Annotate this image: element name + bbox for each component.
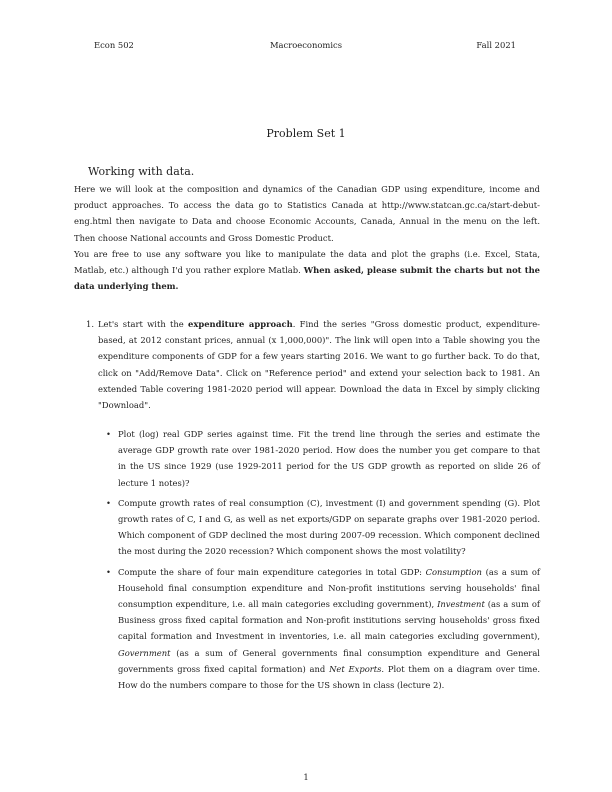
task-3-text-b: (as a sum of Household final consumption expenditure and Non-profit institutions serving households' final consumption expenditure, i.e. all main categories excluding government), xyxy=(118,566,540,610)
page-number: 1 xyxy=(303,772,309,782)
list-item xyxy=(106,426,540,491)
task-3-text-c: (as a sum of Business gross fixed capital formation and Non-profit institutions serving households' gross fixed capital formation and Investment in inventories, i.e. all main categories excluding government), xyxy=(118,599,540,642)
task-3-text-d: (as a sum of General governments final consumption expenditure and General governments gross fixed capital formation) and xyxy=(118,647,540,674)
term-consumption: Consumption xyxy=(425,566,482,577)
question-1 xyxy=(74,316,540,413)
header-term: Fall 2021 xyxy=(476,40,516,50)
q1-text-b: . Find the series "Gross domestic product, expenditure-based, at 2012 constant prices, annual (x 1,000,000)". The link will open into a Table showing you the expenditure components of GDP for a few years starting 2016. We want to go further back. To do that, click on "Add/Remove Data". Click on "Reference period" and extend your selection back to 1981. An extended Table covering 1981-2020 period will appear. Download the data in Excel by simply clicking "Download". xyxy=(98,319,540,411)
question-number: 1. xyxy=(86,319,94,329)
section-heading: Working with data. xyxy=(88,165,195,178)
bullet-icon: • xyxy=(106,429,111,439)
bullet-icon: • xyxy=(106,566,111,577)
task-list xyxy=(106,426,540,697)
intro-p2-bold: When asked, please submit the charts but not the data underlying them. xyxy=(74,265,540,292)
header-subject: Macroeconomics xyxy=(269,40,343,50)
q1-text-bold: expenditure approach xyxy=(188,319,293,329)
intro-paragraph-1: Here we will look at the composition and dynamics of the Canadian GDP using expenditure, income and product approaches. To access the data go to Statistics Canada at http://www.statcan.gc.ca/start-debut-eng.html then navigate to Data and choose Economic Accounts, Canada, Annual in the menu on the left. Then choose National accounts and Gross Domestic Product. xyxy=(74,184,540,243)
page-title: Problem Set 1 xyxy=(266,127,346,140)
list-item xyxy=(106,495,540,560)
q1-text-a: Let's start with the xyxy=(98,319,189,329)
task-3-text-e: . Plot them on a diagram over time. How do the numbers compare to those for the US shown in class (lecture 2). xyxy=(118,663,540,691)
task-1-text: Plot (log) real GDP series against time. Fit the trend line through the series and estimate the average GDP growth rate over 1981-2020 period. How does the number you get compare to that in the US since 1929 (use 1929-2011 period for the US GDP growth as reported on slide 26 of lecture 1 notes)? xyxy=(118,429,540,488)
question-1-text xyxy=(98,316,540,413)
intro-text xyxy=(74,181,540,294)
header-course: Econ 502 xyxy=(94,40,134,50)
term-investment: Investment xyxy=(437,599,485,610)
intro-paragraph-2 xyxy=(74,246,540,295)
intro-p2-text: You are free to use any software you like to manipulate the data and plot the graphs (i.e. Excel, Stata, Matlab, etc.) although I'd you rather explore Matlab. xyxy=(74,248,540,276)
task-3-text-a: Compute the share of four main expenditure categories in total GDP: xyxy=(118,566,426,577)
term-net-exports: Net Exports xyxy=(329,663,382,674)
list-item xyxy=(106,564,540,694)
term-government: Government xyxy=(118,647,171,658)
task-2-text: Compute growth rates of real consumption (C), investment (I) and government spending (G). Plot growth rates of C, I and G, as well as net exports/GDP on separate graphs over 1981-2020 period. Which component of GDP declined the most during 2007-09 recession. Which component declined the most during the 2020 recession? Which component shows the most volatility? xyxy=(118,497,540,557)
bullet-icon: • xyxy=(106,497,111,508)
